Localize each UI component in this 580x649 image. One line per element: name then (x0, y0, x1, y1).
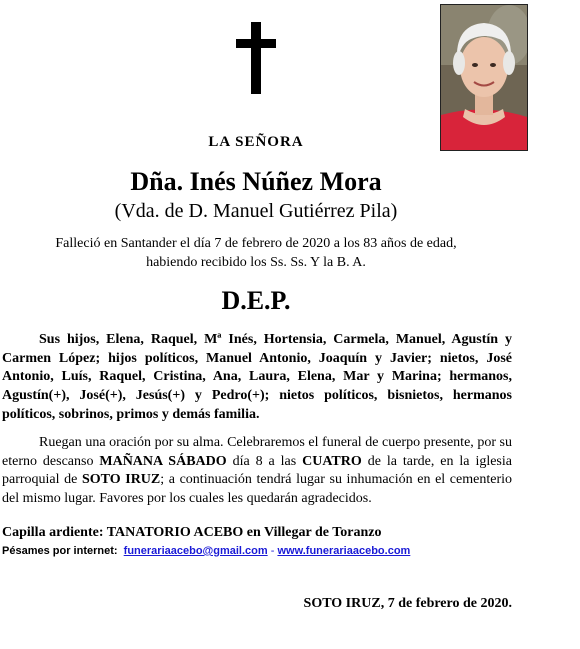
funeral-hour: CUATRO (302, 453, 362, 469)
death-notice-line1: Falleció en Santander el día 7 de febrero de 2020 a los 83 años de edad, (55, 236, 457, 251)
dep-heading: D.E.P. (221, 286, 291, 315)
deceased-name: Dña. Inés Núñez Mora (130, 167, 382, 196)
chapel-info: Capilla ardiente: TANATORIO ACEBO en Villegar de Toranzo (2, 525, 382, 540)
condolences-line (2, 545, 410, 557)
funeral-place: SOTO IRUZ (81, 472, 161, 488)
funeral-text-4: ; a continuación tendrá lugar su inhumación en el cementerio del mismo lugar. Favores por los cuales les quedarán agradecidos. (2, 472, 512, 507)
title-la-senora: LA SEÑORA (208, 134, 304, 150)
widow-of: (Vda. de D. Manuel Gutiérrez Pila) (114, 200, 398, 222)
death-notice-line2: habiendo recibido los Ss. Ss. Y la B. A. (146, 255, 366, 270)
condolences-label: Pésames por internet: (2, 545, 118, 557)
cross-icon (234, 22, 278, 94)
funeral-text-1: Ruegan una oración por su alma. Celebraremos el funeral de cuerpo presente, por su eterno descanso (2, 435, 512, 469)
email-link[interactable]: funerariaacebo@gmail.com (123, 545, 268, 557)
place-date-signature: SOTO IRUZ, 7 de febrero de 2020. (303, 596, 512, 611)
portrait-photo (440, 4, 528, 151)
funeral-text-2: día 8 a las (226, 453, 303, 469)
family-paragraph: Sus hijos, Elena, Raquel, Mª Inés, Hortensia, Carmela, Manuel, Agustín y Carmen López; hijos políticos, Manuel Antonio, Joaquín y Javier; nietos, José Antonio, Luís, Raquel, Cristina, Ana, Laura, Elena, Mar y Marina; hermanos, Agustín(+), José(+), Jesús(+) y Pedro(+); nietos políticos, bisnietos, hermanos políticos, sobrinos, primos y demás familia. (2, 332, 512, 422)
link-separator: - (270, 545, 275, 557)
website-link[interactable]: www.funerariaacebo.com (277, 545, 411, 557)
funeral-paragraph (2, 434, 512, 509)
funeral-text-3: de la tarde, en la iglesia parroquial de (2, 453, 512, 488)
funeral-day: MAÑANA SÁBADO (99, 453, 227, 469)
